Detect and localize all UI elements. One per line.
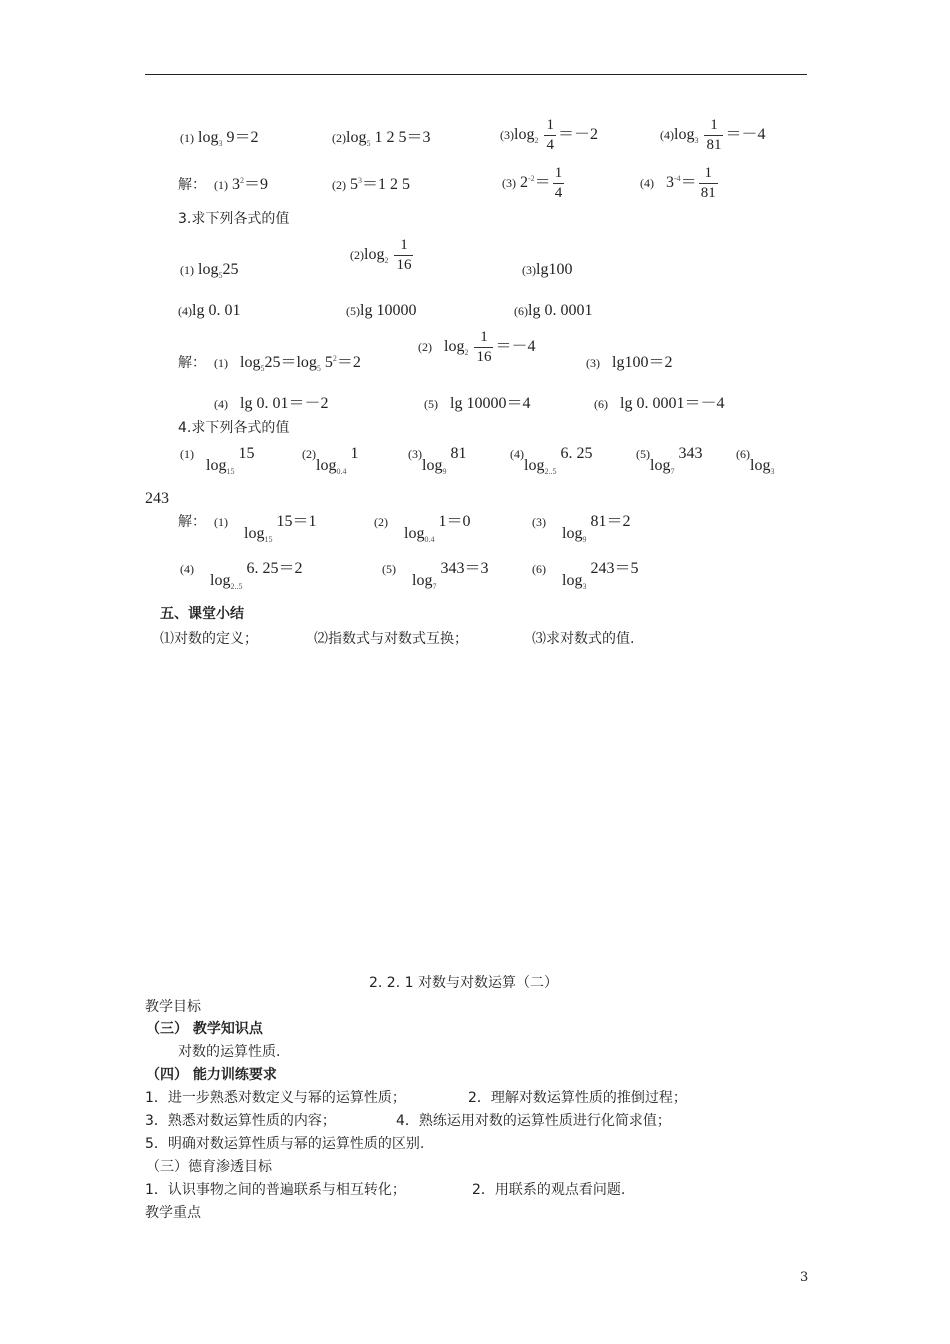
ex3-q2: $(2)\log_2$ $\frac{1}{16}$ — [350, 237, 412, 273]
ex4-a5: (5) $\log_7 343=3$ — [382, 560, 489, 591]
ex2-q3: $(3)\log_2$ $\frac{1}{4}$ ＝－2 — [500, 117, 598, 153]
summary-item-1: ⑴对数的定义； — [160, 631, 258, 647]
ex4-a6: (6) $\log_3 243=5$ — [532, 560, 639, 591]
ex4-a2: (2) $\log_{0.4} 1=0$ — [374, 513, 471, 544]
ex4-q6: $(6)\log_3$ — [736, 447, 775, 476]
ex4-a3: (3) $\log_9 81=2$ — [532, 513, 631, 544]
ex3-a5: (5) lg 10000＝4 — [424, 395, 531, 412]
ability-item-5: 5．明确对数运算性质与幂的运算性质的区别. — [145, 1136, 425, 1152]
ability-item-3: 3．熟悉对数运算性质的内容； — [145, 1113, 336, 1129]
ex4-q5: $(5)\log_7$ 343 — [636, 445, 703, 476]
ex2-a4: (4) $3^{-4}=$ $\frac{1}{81}$ — [640, 165, 716, 201]
ex4-q2: $(2)\log_{0.4}$ 1 — [302, 445, 359, 476]
ex2-q1: (1) $\log_3 9=2$ — [180, 129, 259, 148]
fraction: $\frac{1}{4}$ — [546, 117, 554, 153]
fraction: $\frac{1}{4}$ — [554, 165, 563, 201]
ex4-a4: (4) $\log_{2..5} 6$. 25＝2 — [180, 560, 303, 591]
ex2-a3: (3) $2^{-2}=$ $\frac{1}{4}$ — [502, 165, 563, 201]
ex3-q4: (4)lg 0. 01 — [178, 302, 241, 319]
summary-item-2: ⑵指数式与对数式互换； — [314, 631, 468, 647]
ex3-a4: (4) lg 0. 01＝－2 — [214, 395, 329, 412]
ability-item-2: 2．理解对数运算性质的推倒过程； — [468, 1090, 687, 1106]
teaching-goals-heading: 教学目标 — [145, 999, 201, 1015]
moral-item-2: 2．用联系的观点看问题. — [472, 1182, 626, 1198]
ability-item-4: 4．熟练运用对数的运算性质进行化简求值； — [396, 1113, 671, 1129]
ex3-q3: (3)lg100 — [522, 261, 573, 278]
fraction: $\frac{1}{16}$ — [476, 329, 492, 365]
key-points-heading: 教学重点 — [145, 1205, 201, 1221]
ex2-a2: (2) $5^3=1$ 2 5 — [332, 176, 411, 193]
ability-item-1: 1．进一步熟悉对数定义与幂的运算性质； — [145, 1090, 406, 1106]
moral-heading: （三）德育渗透目标 — [146, 1159, 272, 1175]
ex3-a3: (3) lg100＝2 — [586, 354, 673, 371]
ex4-q3: $(3)\log_9$ 81 — [408, 445, 467, 476]
ex4-q6-continuation: 243 — [145, 490, 169, 507]
header-rule — [145, 74, 807, 75]
page-number: 3 — [800, 1270, 809, 1285]
ex4-a1: (1) $\log_{15} 15=1$ — [214, 513, 317, 544]
ex4-q4: $(4)\log_{2..5}$ 6. 25 — [510, 445, 593, 476]
ex3-a6: (6) lg 0. 0001＝－4 — [594, 395, 725, 412]
ex3-a1: (1) $\log_525=\log_5$ $5^2=2$ — [214, 354, 361, 373]
fraction: $\frac{1}{16}$ — [396, 237, 412, 273]
ex2-solution-label: 解： — [178, 177, 206, 193]
ex4-title: 4.求下列各式的值 — [178, 420, 290, 436]
ex3-a2: (2) $\log_2$ $\frac{1}{16}$ ＝－4 — [418, 329, 536, 365]
knowledge-points-text: 对数的运算性质. — [178, 1044, 281, 1060]
fraction: $\frac{1}{81}$ — [706, 117, 722, 153]
ability-heading: （四） 能力训练要求 — [146, 1067, 277, 1083]
summary-item-3: ⑶求对数式的值. — [532, 631, 635, 647]
ex3-solution-label: 解： — [178, 355, 206, 371]
lesson-title: 2. 2. 1 对数与对数运算（二） — [369, 975, 558, 991]
ex3-q5: (5)lg 10000 — [346, 302, 417, 319]
ex4-q1: (1) $\log_{15} 15$ — [180, 445, 255, 476]
ex3-q1: (1) $\log_525$ — [180, 261, 239, 280]
ex3-title: 3.求下列各式的值 — [178, 211, 290, 227]
ex4-solution-label: 解： — [178, 514, 206, 530]
ex2-q2: $(2)\log_5$ 1 2 5＝3 — [332, 129, 431, 148]
summary-heading: 五、课堂小结 — [160, 606, 244, 622]
fraction: $\frac{1}{81}$ — [700, 165, 716, 201]
ex2-a1: (1) $3^2=9$ — [214, 176, 269, 193]
ex2-q4: $(4)\log_3$ $\frac{1}{81}$ ＝－4 — [660, 117, 766, 153]
knowledge-points-heading: （三） 教学知识点 — [146, 1021, 263, 1037]
moral-item-1: 1．认识事物之间的普遍联系与相互转化； — [145, 1182, 406, 1198]
ex3-q6: (6)lg 0. 0001 — [514, 302, 593, 319]
